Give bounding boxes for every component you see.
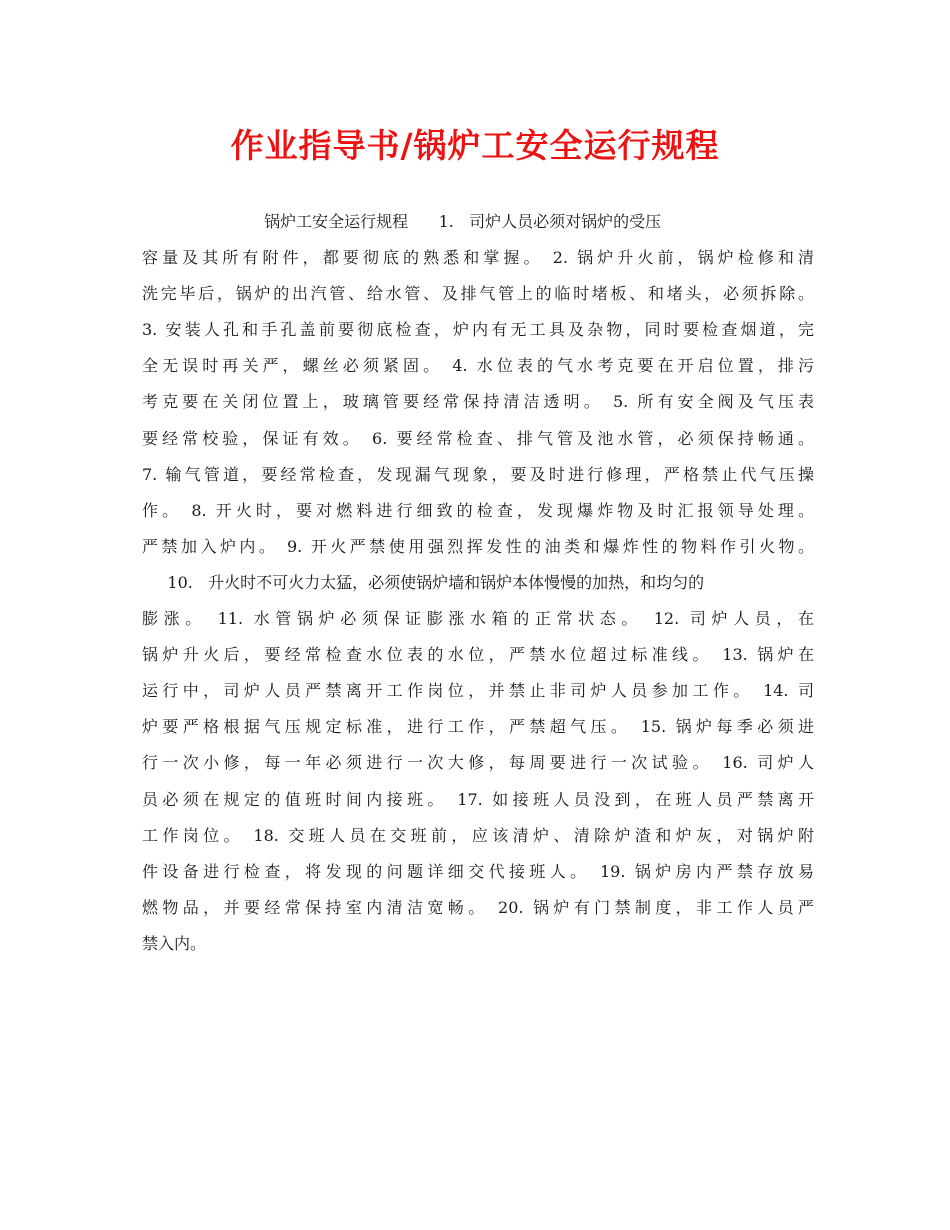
body-line: 作。 8. 开火时，要对燃料进行细致的检查，发现爆炸物及时汇报领导处理。 <box>142 500 814 520</box>
body-line: 考克要在关闭位置上，玻璃管要经常保持清洁透明。 5. 所有安全阀及气压表 <box>142 392 814 412</box>
body-line: 容量及其所有附件，都要彻底的熟悉和掌握。 2. 锅炉升火前，锅炉检修和清 <box>142 248 814 268</box>
body-line: 工作岗位。 18. 交班人员在交班前，应该清炉、清除炉渣和炉灰，对锅炉附 <box>142 825 814 845</box>
body-line: 禁入内。 <box>142 933 207 953</box>
body-line: 全无误时再关严，螺丝必须紧固。 4. 水位表的气水考克要在开启位置，排污 <box>142 356 814 376</box>
body-line: 要经常校验，保证有效。 6. 要经常检查、排气管及池水管，必须保持畅通。 <box>142 428 814 448</box>
body-line: 10. 升火时不可火力太猛，必须使锅炉墙和锅炉本体慢慢的加热，和均匀的 <box>142 572 705 592</box>
body-line: 7. 输气管道，要经常检查，发现漏气现象，要及时进行修理，严格禁止代气压操 <box>142 464 814 484</box>
body-line: 员必须在规定的值班时间内接班。 17. 如接班人员没到，在班人员严禁离开 <box>142 789 814 809</box>
body-line: 锅炉工安全运行规程 1. 司炉人员必须对锅炉的受压 <box>142 212 662 231</box>
body-line: 严禁加入炉内。 9. 开火严禁使用强烈挥发性的油类和爆炸性的物料作引火物。 <box>142 536 814 556</box>
body-line: 洗完毕后，锅炉的出汽管、给水管、及排气管上的临时堵板、和堵头，必须拆除。 <box>142 284 814 304</box>
body-line: 炉要严格根据气压规定标准，进行工作，严禁超气压。 15. 锅炉每季必须进 <box>142 717 814 737</box>
body-line: 膨涨。 11. 水管锅炉必须保证膨涨水箱的正常状态。 12. 司炉人员，在 <box>142 609 814 629</box>
body-line: 行一次小修，每一年必须进行一次大修，每周要进行一次试验。 16. 司炉人 <box>142 753 814 773</box>
body-line: 锅炉升火后，要经常检查水位表的水位，严禁水位超过标准线。 13. 锅炉在 <box>142 645 814 665</box>
body-line: 燃物品，并要经常保持室内清洁宽畅。 20. 锅炉有门禁制度，非工作人员严 <box>142 897 814 917</box>
document-title: 作业指导书/锅炉工安全运行规程 <box>230 126 720 165</box>
body-line: 3. 安装人孔和手孔盖前要彻底检查，炉内有无工具及杂物，同时要检查烟道，完 <box>142 320 814 340</box>
body-line: 件设备进行检查，将发现的问题详细交代接班人。 19. 锅炉房内严禁存放易 <box>142 861 814 881</box>
document-body <box>142 204 814 962</box>
body-line: 运行中，司炉人员严禁离开工作岗位，并禁止非司炉人员参加工作。 14. 司 <box>142 681 814 701</box>
